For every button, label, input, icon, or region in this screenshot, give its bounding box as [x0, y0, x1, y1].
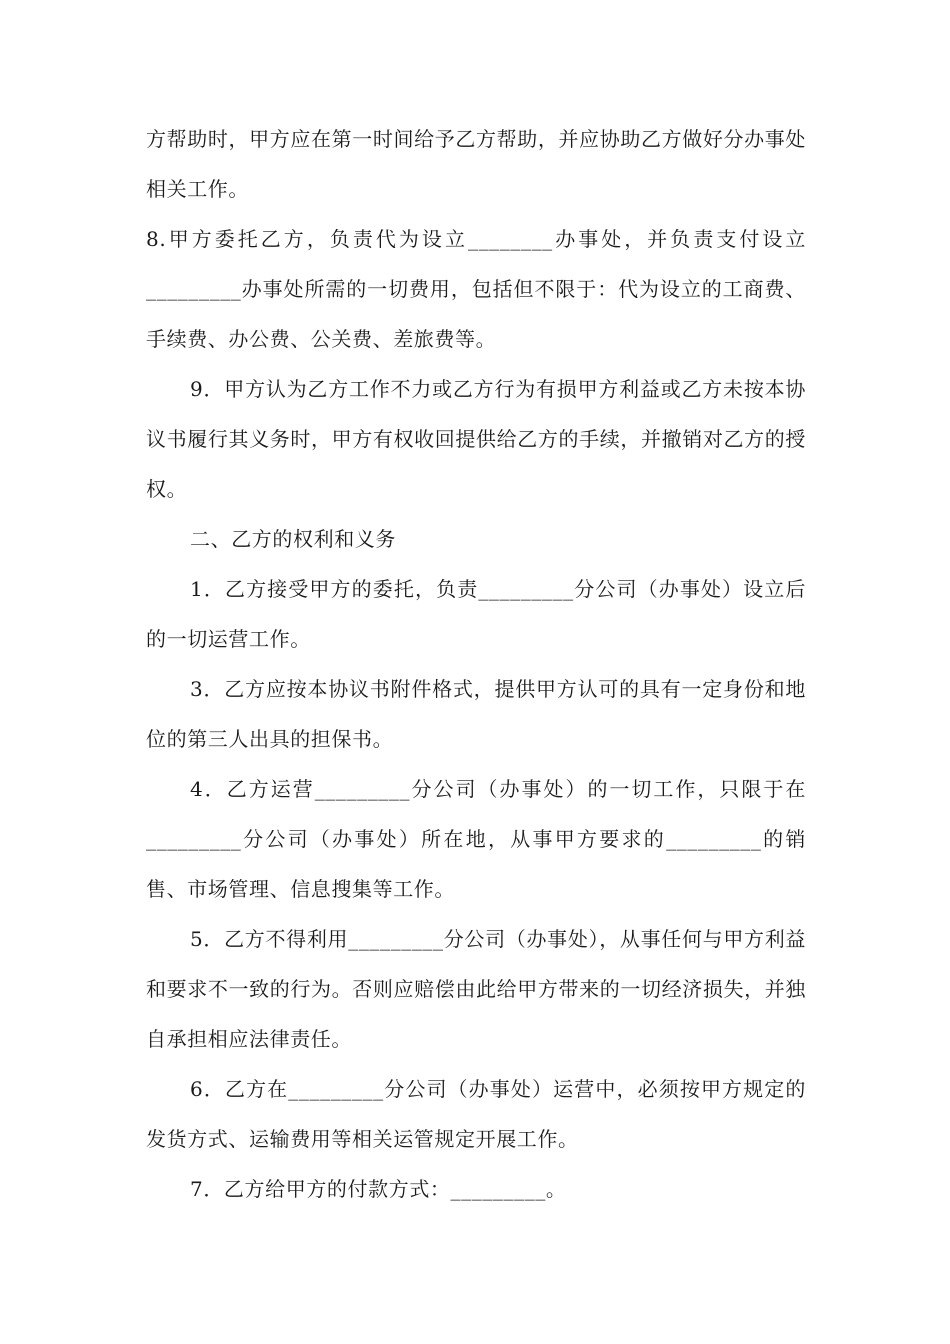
paragraph-clause-9: 9．甲方认为乙方工作不力或乙方行为有损甲方利益或乙方未按本协议书履行其义务时，甲方有权收回提供给乙方的手续，并撤销对乙方的授权。 — [146, 377, 806, 501]
paragraph-b-clause-1: 1．乙方接受甲方的委托，负责_________分公司（办事处）设立后的一切运营工作。 — [146, 577, 806, 651]
paragraph-b-clause-5: 5．乙方不得利用_________分公司（办事处），从事任何与甲方利益和要求不一致的行为。否则应赔偿由此给甲方带来的一切经济损失，并独自承担相应法律责任。 — [146, 927, 806, 1051]
paragraph-clause-8: 8.甲方委托乙方，负责代为设立________办事处，并负责支付设立_________办事处所需的一切费用，包括但不限于：代为设立的工商费、手续费、办公费、公关费、差旅费等。 — [146, 227, 806, 351]
paragraph-b-clause-6: 6．乙方在_________分公司（办事处）运营中，必须按甲方规定的发货方式、运输费用等相关运管规定开展工作。 — [146, 1077, 806, 1151]
paragraph-b-clause-4: 4．乙方运营_________分公司（办事处）的一切工作，只限于在_________分公司（办事处）所在地，从事甲方要求的_________的销售、市场管理、信息搜集等工作。 — [146, 777, 806, 901]
paragraph-b-clause-7: 7．乙方给甲方的付款方式：_________。 — [190, 1177, 567, 1201]
paragraph-b-clause-3: 3．乙方应按本协议书附件格式，提供甲方认可的具有一定身份和地位的第三人出具的担保书。 — [146, 677, 806, 751]
document-body — [146, 114, 806, 1214]
paragraph-continuation: 方帮助时，甲方应在第一时间给予乙方帮助，并应协助乙方做好分办事处相关工作。 — [146, 127, 806, 201]
section-heading-party-b: 二、乙方的权利和义务 — [190, 527, 396, 551]
